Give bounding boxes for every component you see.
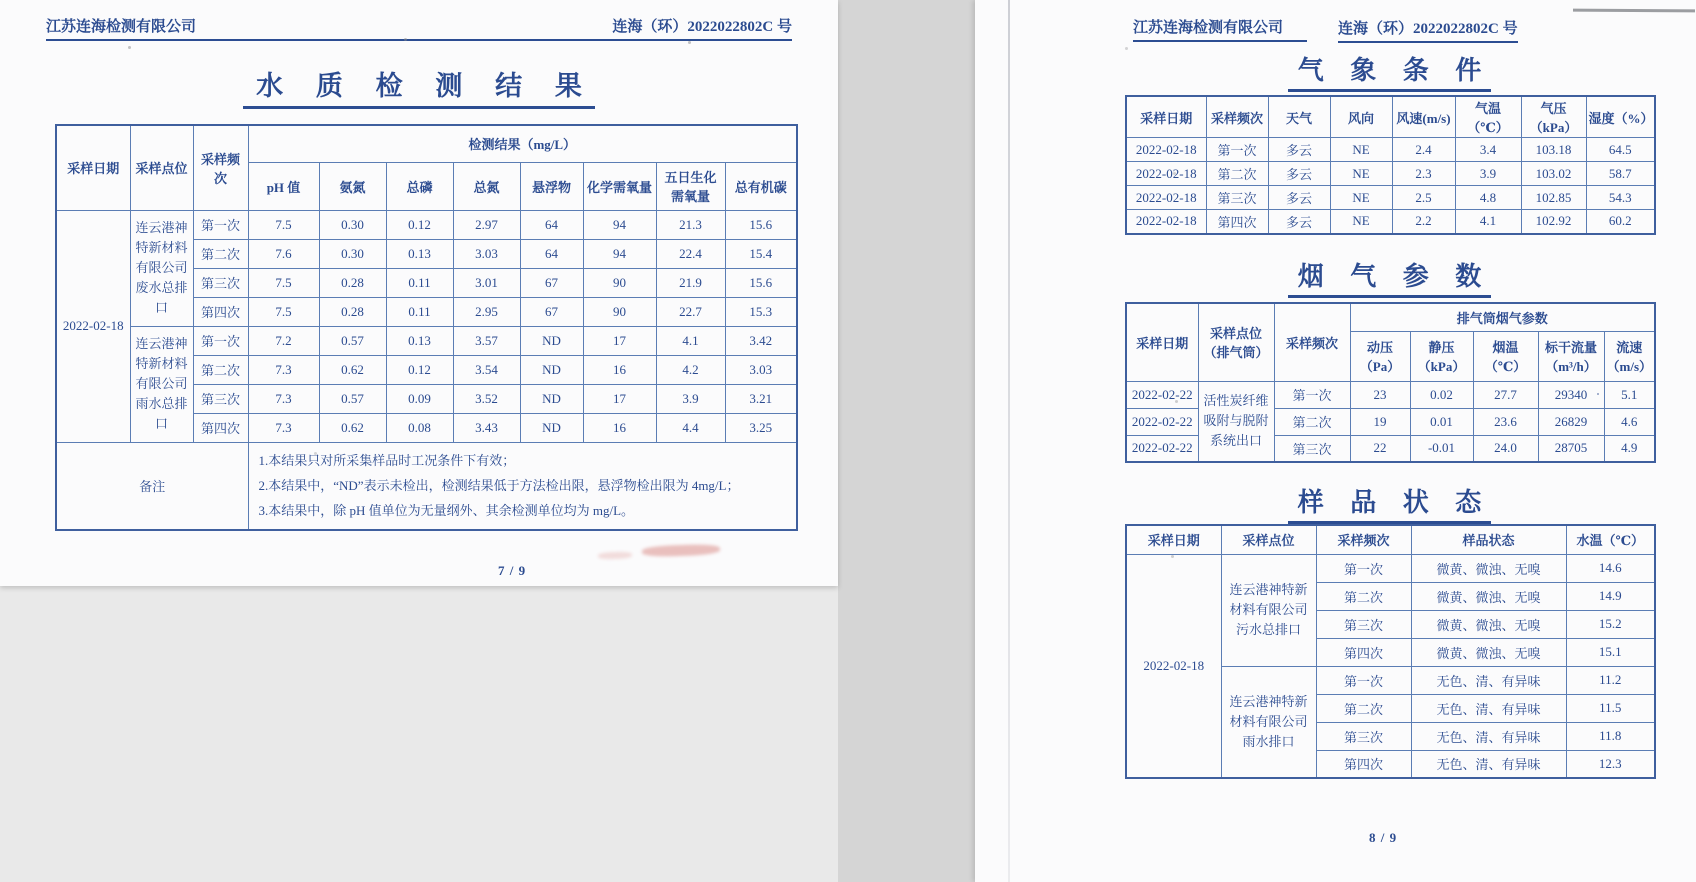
col-header-date: 采样日期: [1126, 303, 1198, 381]
scan-speck: [1173, 172, 1176, 175]
cell: 无色、清、有异味: [1411, 750, 1566, 778]
remark-line: 1.本结果只对所采集样品时工况条件下有效；: [258, 452, 516, 468]
cell: 7.3: [248, 413, 319, 442]
cell: 第二次: [1316, 582, 1411, 610]
cell: ND: [520, 326, 583, 355]
cell: 第四次: [1316, 750, 1411, 778]
cell: 3.21: [725, 384, 797, 413]
cell: 3.4: [1455, 138, 1521, 162]
point-cell: 连云港神特新材料有限公司雨水排口: [1221, 666, 1316, 778]
cell: 12.3: [1566, 750, 1655, 778]
col-header-status: 样品状态: [1411, 525, 1566, 554]
col-header-static-pressure: 静压（kPa）: [1410, 331, 1473, 381]
cell: 第一次: [1206, 138, 1268, 162]
cell: 15.6: [725, 268, 797, 297]
cell: 0.28: [319, 268, 386, 297]
cell: 17: [583, 326, 656, 355]
cell: 11.5: [1566, 694, 1655, 722]
cell: NE: [1330, 210, 1392, 234]
cell: 3.9: [656, 384, 725, 413]
cell: 15.4: [725, 239, 797, 268]
red-mark-artifact: [642, 544, 720, 558]
cell: 0.12: [386, 355, 453, 384]
cell: 2022-02-18: [1126, 138, 1206, 162]
doc-number: 连海（环）2022022802C 号: [612, 19, 792, 35]
cell: 第三次: [1206, 186, 1268, 210]
table-row: [1126, 162, 1655, 186]
col-header-temp: 气温（℃）: [1455, 96, 1521, 138]
cell: 4.6: [1604, 408, 1655, 435]
cell: 15.6: [725, 210, 797, 239]
scan-speck: [1171, 555, 1174, 558]
cell: 4.8: [1455, 186, 1521, 210]
cell: 15.3: [725, 297, 797, 326]
point-cell: 活性炭纤维吸附与脱附系统出口: [1198, 381, 1274, 462]
cell: 微黄、微浊、无嗅: [1411, 582, 1566, 610]
cell: 0.30: [319, 239, 386, 268]
table-row: [1126, 186, 1655, 210]
cell: 2.4: [1392, 138, 1455, 162]
remarks-label: 备注: [56, 442, 248, 530]
cell: 3.52: [453, 384, 520, 413]
cell: 第三次: [1316, 610, 1411, 638]
scanned-page-left: [0, 0, 838, 586]
cell: 多云: [1268, 162, 1330, 186]
cell: 15.2: [1566, 610, 1655, 638]
cell: -0.01: [1410, 435, 1473, 462]
col-header-dry-flow: 标干流量（m³/h）: [1538, 331, 1604, 381]
cell: 7.3: [248, 384, 319, 413]
cell: 2.3: [1392, 162, 1455, 186]
point-cell: 连云港神特新材料有限公司雨水总排口: [130, 326, 193, 442]
cell: 第四次: [1316, 638, 1411, 666]
cell: 第三次: [1274, 435, 1350, 462]
page-number: 7 / 9: [498, 563, 527, 578]
cell: 60.2: [1586, 210, 1655, 234]
col-header-ss: 悬浮物: [520, 162, 583, 210]
col-header-pressure: 气压（kPa）: [1521, 96, 1586, 138]
cell: 24.0: [1473, 435, 1538, 462]
cell: 3.43: [453, 413, 520, 442]
cell: 11.8: [1566, 722, 1655, 750]
col-header-tn: 总氮: [453, 162, 520, 210]
cell: 94: [583, 239, 656, 268]
cell: 0.30: [319, 210, 386, 239]
cell: 第二次: [193, 239, 248, 268]
flue-gas-table: [1125, 302, 1656, 463]
cell: 第三次: [1316, 722, 1411, 750]
col-header-date: 采样日期: [56, 125, 130, 210]
scan-speck: [1125, 47, 1128, 50]
cell: 第二次: [1274, 408, 1350, 435]
cell: 103.18: [1521, 138, 1586, 162]
col-header-cod: 化学需氧量: [583, 162, 656, 210]
page-title: 水 质 检 测 结 果: [0, 64, 838, 103]
cell: NE: [1330, 162, 1392, 186]
table-row: [1126, 210, 1655, 234]
point-cell: 连云港神特新材料有限公司废水总排口: [130, 210, 193, 326]
cell: 0.62: [319, 413, 386, 442]
table-row: [1126, 381, 1655, 408]
cell: 3.25: [725, 413, 797, 442]
page-content: [1125, 0, 1654, 882]
cell: 0.13: [386, 239, 453, 268]
cell: 64: [520, 210, 583, 239]
cell: 4.2: [656, 355, 725, 384]
red-mark-artifact: [598, 551, 632, 559]
col-header-tp: 总磷: [386, 162, 453, 210]
cell: 26829: [1538, 408, 1604, 435]
cell: 4.1: [1455, 210, 1521, 234]
scan-speck: [314, 452, 317, 455]
cell: 无色、清、有异味: [1411, 694, 1566, 722]
page-number: 8 / 9: [1369, 830, 1398, 845]
cell: 102.85: [1521, 186, 1586, 210]
scanned-page-right: [975, 0, 1696, 882]
cell: 无色、清、有异味: [1411, 722, 1566, 750]
cell: 16: [583, 413, 656, 442]
col-header-ph: pH 值: [248, 162, 319, 210]
cell: 0.12: [386, 210, 453, 239]
cell: ND: [520, 384, 583, 413]
company-name: 江苏连海检测有限公司: [1133, 16, 1307, 42]
scan-speck: [1597, 393, 1599, 395]
cell: 3.03: [453, 239, 520, 268]
cell: 22: [1350, 435, 1410, 462]
col-header-wind-speed: 风速(m/s): [1392, 96, 1455, 138]
cell: 2022-02-18: [1126, 210, 1206, 234]
cell: 58.7: [1586, 162, 1655, 186]
table-row: [1126, 138, 1655, 162]
cell: 23: [1350, 381, 1410, 408]
header-row: [56, 125, 797, 162]
col-header-water-temp: 水温（℃）: [1566, 525, 1655, 554]
cell: 21.9: [656, 268, 725, 297]
cell: 第三次: [193, 268, 248, 297]
remark-line: 3.本结果中，除 pH 值单位为无量纲外、其余检测单位均为 mg/L。: [258, 503, 635, 519]
cell: 多云: [1268, 138, 1330, 162]
cell: 0.62: [319, 355, 386, 384]
cell: 0.57: [319, 326, 386, 355]
point-cell: 连云港神特新材料有限公司污水总排口: [1221, 554, 1316, 666]
col-header-humidity: 湿度（%）: [1586, 96, 1655, 138]
col-header-point: 采样点位: [130, 125, 193, 210]
cell: 64.5: [1586, 138, 1655, 162]
cell: 2.2: [1392, 210, 1455, 234]
cell: 第一次: [193, 210, 248, 239]
date-cell: 2022-02-18: [56, 210, 130, 442]
doc-number: 连海（环）2022022802C 号: [1338, 17, 1518, 43]
cell: 7.3: [248, 355, 319, 384]
cell: 67: [520, 297, 583, 326]
cell: 第四次: [193, 413, 248, 442]
cell: 3.54: [453, 355, 520, 384]
cell: 4.9: [1604, 435, 1655, 462]
page-fold-line: [1008, 0, 1010, 882]
cell: 0.09: [386, 384, 453, 413]
cell: 微黄、微浊、无嗅: [1411, 610, 1566, 638]
cell: 2.95: [453, 297, 520, 326]
cell: 90: [583, 297, 656, 326]
cell: 0.11: [386, 268, 453, 297]
cell: 90: [583, 268, 656, 297]
cell: 21.3: [656, 210, 725, 239]
cell: 0.57: [319, 384, 386, 413]
table-row: [1126, 554, 1655, 582]
header-row: [1126, 303, 1655, 331]
col-header-bod5: 五日生化需氧量: [656, 162, 725, 210]
sample-status-table: [1125, 524, 1656, 779]
cell: 64: [520, 239, 583, 268]
col-header-date: 采样日期: [1126, 525, 1221, 554]
cell: 5.1: [1604, 381, 1655, 408]
group-header-results: 检测结果（mg/L）: [248, 125, 797, 162]
cell: 3.57: [453, 326, 520, 355]
cell: 14.6: [1566, 554, 1655, 582]
weather-title: 气 象 条 件: [1125, 50, 1654, 87]
page-gap: [838, 0, 975, 882]
scan-speck: [404, 38, 407, 41]
weather-table: [1125, 95, 1656, 235]
col-header-freq: 采样频次: [1316, 525, 1411, 554]
cell: 7.2: [248, 326, 319, 355]
date-cell: 2022-02-22: [1126, 435, 1198, 462]
header-row: [1126, 525, 1655, 554]
cell: 0.11: [386, 297, 453, 326]
cell: 第四次: [193, 297, 248, 326]
col-header-sky: 天气: [1268, 96, 1330, 138]
cell: 第二次: [1206, 162, 1268, 186]
cell: 4.4: [656, 413, 725, 442]
cell: 2.97: [453, 210, 520, 239]
cell: 22.4: [656, 239, 725, 268]
cell: 7.6: [248, 239, 319, 268]
cell: 多云: [1268, 210, 1330, 234]
cell: 7.5: [248, 268, 319, 297]
cell: 102.92: [1521, 210, 1586, 234]
cell: 11.2: [1566, 666, 1655, 694]
cell: 第一次: [1316, 666, 1411, 694]
cell: 第一次: [193, 326, 248, 355]
col-header-nh3n: 氨氮: [319, 162, 386, 210]
header-row: [1126, 96, 1655, 138]
cell: 0.13: [386, 326, 453, 355]
date-cell: 2022-02-22: [1126, 381, 1198, 408]
date-cell: 2022-02-18: [1126, 554, 1221, 778]
cell: 27.7: [1473, 381, 1538, 408]
cell: 103.02: [1521, 162, 1586, 186]
cell: 7.5: [248, 297, 319, 326]
cell: NE: [1330, 186, 1392, 210]
cell: 23.6: [1473, 408, 1538, 435]
cell: 第二次: [193, 355, 248, 384]
cell: NE: [1330, 138, 1392, 162]
cell: 0.01: [1410, 408, 1473, 435]
cell: 14.9: [1566, 582, 1655, 610]
col-header-point: 采样点位: [1221, 525, 1316, 554]
col-header-toc: 总有机碳: [725, 162, 797, 210]
cell: 19: [1350, 408, 1410, 435]
company-name: 江苏连海检测有限公司: [46, 19, 197, 35]
col-header-freq: 采样频次: [193, 125, 248, 210]
cell: 0.08: [386, 413, 453, 442]
cell: 3.03: [725, 355, 797, 384]
cell: 第一次: [1316, 554, 1411, 582]
scan-speck: [128, 46, 131, 49]
cell: 2022-02-18: [1126, 186, 1206, 210]
cell: 3.01: [453, 268, 520, 297]
cell: 54.3: [1586, 186, 1655, 210]
cell: 多云: [1268, 186, 1330, 210]
date-cell: 2022-02-22: [1126, 408, 1198, 435]
cell: 无色、清、有异味: [1411, 666, 1566, 694]
cell: 94: [583, 210, 656, 239]
cell: 3.9: [1455, 162, 1521, 186]
remarks-row: [56, 442, 797, 530]
remark-line: 2.本结果中，“ND”表示未检出，检测结果低于方法检出限，悬浮物检出限为 4mg/L；: [258, 477, 740, 493]
remarks: [248, 442, 797, 530]
cell: 16: [583, 355, 656, 384]
col-header-flue-temp: 烟温（℃）: [1473, 331, 1538, 381]
col-header-wind-dir: 风向: [1330, 96, 1392, 138]
cell: 28705: [1538, 435, 1604, 462]
cell: 17: [583, 384, 656, 413]
background-area: [0, 586, 838, 882]
cell: 微黄、微浊、无嗅: [1411, 554, 1566, 582]
cell: 0.02: [1410, 381, 1473, 408]
cell: 3.42: [725, 326, 797, 355]
col-header-dynamic-pressure: 动压（Pa）: [1350, 331, 1410, 381]
cell: 7.5: [248, 210, 319, 239]
cell: 4.1: [656, 326, 725, 355]
scan-speck: [1175, 400, 1178, 403]
scan-speck: [688, 41, 691, 44]
cell: 0.28: [319, 297, 386, 326]
cell: 22.7: [656, 297, 725, 326]
table-row: [56, 326, 797, 355]
cell: 2.5: [1392, 186, 1455, 210]
cell: 2022-02-18: [1126, 162, 1206, 186]
cell: ND: [520, 355, 583, 384]
cell: 第四次: [1206, 210, 1268, 234]
cell: 67: [520, 268, 583, 297]
col-header-point: 采样点位（排气筒）: [1198, 303, 1274, 381]
col-header-freq: 采样频次: [1206, 96, 1268, 138]
flue-gas-title: 烟 气 参 数: [1125, 256, 1654, 293]
table-row: [56, 210, 797, 239]
cell: 29340: [1538, 381, 1604, 408]
cell: ND: [520, 413, 583, 442]
cell: 第一次: [1274, 381, 1350, 408]
col-header-date: 采样日期: [1126, 96, 1206, 138]
water-quality-table: [55, 124, 798, 531]
sample-status-title: 样 品 状 态: [1125, 482, 1654, 519]
col-header-velocity: 流速（m/s）: [1604, 331, 1655, 381]
col-header-freq: 采样频次: [1274, 303, 1350, 381]
group-header-stack-params: 排气筒烟气参数: [1350, 303, 1655, 331]
page-header: [46, 15, 792, 41]
cell: 第三次: [193, 384, 248, 413]
cell: 15.1: [1566, 638, 1655, 666]
cell: 微黄、微浊、无嗅: [1411, 638, 1566, 666]
cell: 第二次: [1316, 694, 1411, 722]
